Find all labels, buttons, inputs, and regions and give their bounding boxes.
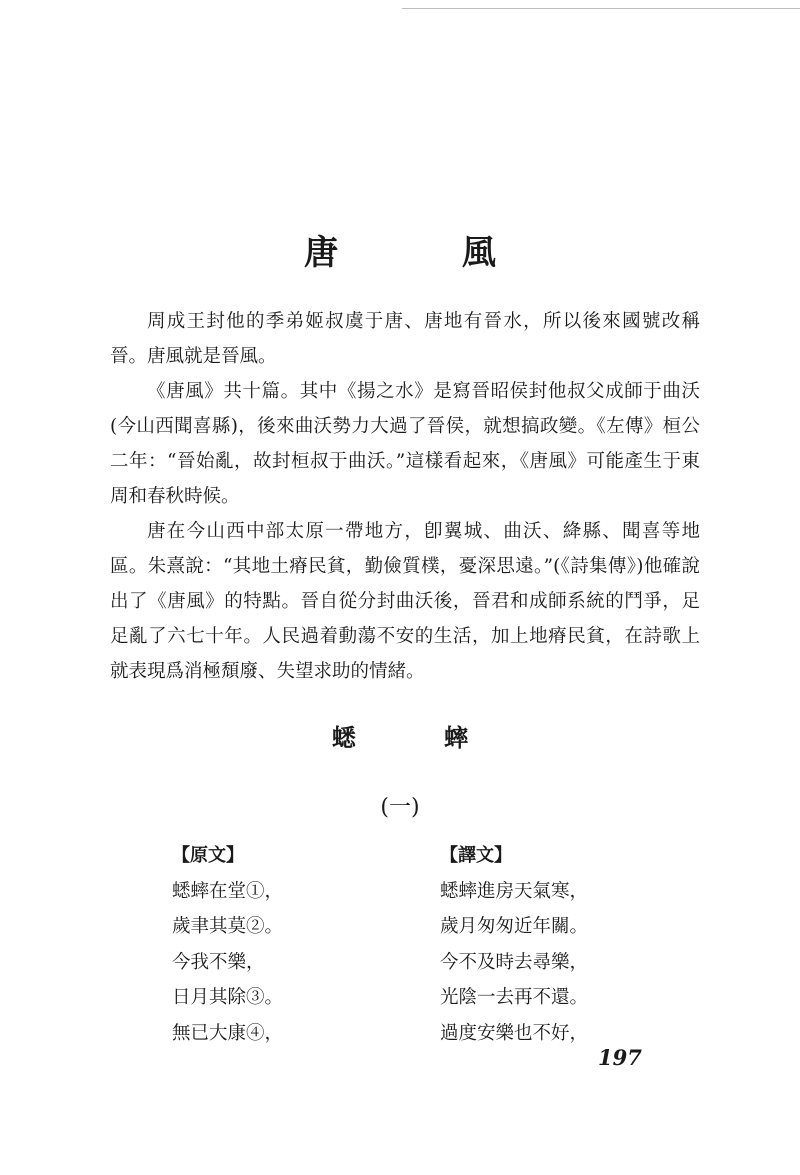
- original-line: 今我不樂，: [172, 951, 265, 973]
- translation-line: 過度安樂也不好，: [440, 1022, 589, 1044]
- stanza-number: (一): [380, 795, 420, 820]
- intro-paragraph: 唐在今山西中部太原一帶地方，卽翼城、曲沃、絳縣、聞喜等地區。朱熹說：“其地土瘠民貧，勤儉質樸，憂深思遠。”(《詩集傳》)他確說出了《唐風》的特點。晉自從分封曲沃後，晉君和成師系統的鬥爭，足足亂了六七十年。人民過着動蕩不安的生活，加上地瘠民貧，在詩歌上就表現爲消極頹廢、失望求助的情緒。: [110, 521, 700, 682]
- translation-heading: 【譯文】: [440, 845, 512, 866]
- original-heading: 【原文】: [172, 845, 244, 866]
- translation-column: [440, 838, 680, 1051]
- original-line: 歲聿其莫②。: [172, 916, 284, 937]
- intro-text: [110, 304, 700, 689]
- original-text-column: [172, 838, 412, 1051]
- intro-paragraph: 周成王封他的季弟姬叔虞于唐、唐地有晉水，所以後來國號改稱晉。唐風就是晉風。: [110, 311, 700, 367]
- poem-title: 蟋 蟀: [331, 723, 509, 752]
- translation-line: 蟋蟀進房天氣寒，: [440, 880, 589, 902]
- translation-line: 光陰一去再不還。: [440, 987, 589, 1008]
- translation-line: 今不及時去尋樂，: [440, 951, 589, 973]
- original-line: 日月其除③。: [172, 987, 284, 1008]
- translation-line: 歲月匆匆近年關。: [440, 916, 589, 937]
- top-rule: [402, 8, 800, 9]
- section-title: 唐 風: [304, 233, 552, 273]
- page-number: 197: [598, 1045, 642, 1070]
- original-line: 無已大康④，: [172, 1022, 284, 1044]
- intro-paragraph: 《唐風》共十篇。其中《揚之水》是寫晉昭侯封他叔父成師于曲沃(今山西聞喜縣)，後來曲沃勢力大過了晉侯，就想搞政變。《左傳》桓公二年：“晉始亂，故封桓叔于曲沃。”這樣看起來，《唐風》可能產生于東周和春秋時候。: [110, 381, 700, 507]
- original-line: 蟋蟀在堂①，: [172, 880, 284, 902]
